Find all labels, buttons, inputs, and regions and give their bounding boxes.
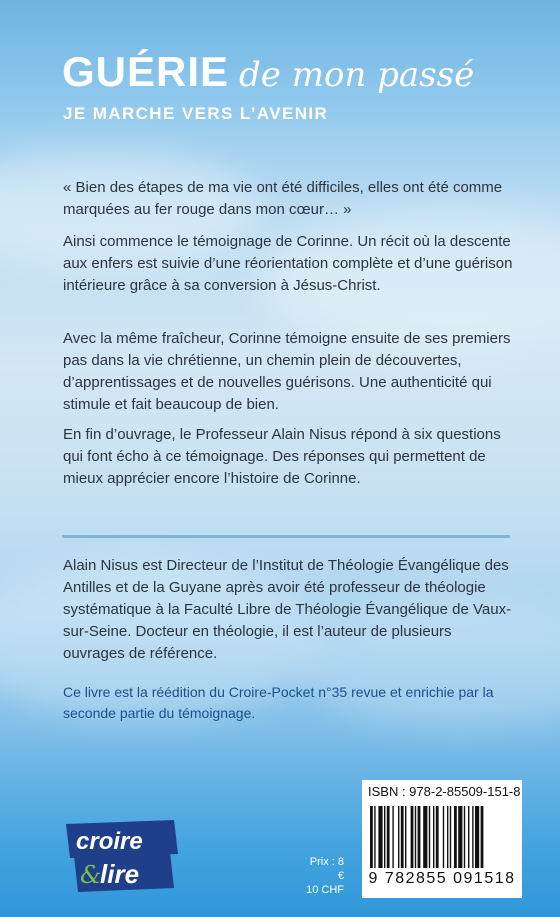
logo-line2: lire	[100, 859, 140, 889]
title-main: GUÉRIE	[62, 48, 230, 95]
croire-et-lire-logo	[62, 820, 182, 892]
title-script: de mon passé	[239, 55, 475, 95]
price-euro: Prix : 8 €	[309, 856, 344, 882]
barcode-image	[370, 806, 514, 868]
isbn-barcode-box	[362, 780, 522, 898]
blurb-paragraph-2: Ainsi commence le témoignage de Corinne. Un récit où la descente aux enfers est suivie d’une réorientation complète et d’une guérison intérieure grâce à sa conversion à Jésus-Christ.	[63, 233, 513, 294]
barcode-number: 9 782855 091518	[368, 870, 516, 887]
logo-ampersand: &	[80, 861, 102, 889]
edition-note: Ce livre est la réédition du Croire-Pocket n°35 revue et enrichie par la seconde partie du témoignage.	[63, 684, 494, 721]
blurb-paragraph-1: « Bien des étapes de ma vie ont été difficiles, elles ont été comme marquées au fer rouge dans mon cœur… »	[63, 179, 503, 218]
book-title	[62, 48, 474, 96]
book-subtitle: JE MARCHE VERS L’AVENIR	[63, 104, 329, 123]
author-bio: Alain Nisus est Directeur de l’Institut de Théologie Évangélique des Antilles et de la Guyane après avoir été professeur de théologie systématique à la Faculté Libre de Théologie Évangélique de Vaux-sur-Seine. Docteur en théologie, il est l’auteur de plusieurs ouvrages de référence.	[63, 557, 512, 662]
blurb-paragraph-4: En fin d’ouvrage, le Professeur Alain Nisus répond à six questions qui font écho à ce témoignage. Des réponses qui permettent de mieux apprécier encore l’histoire de Corinne.	[63, 426, 501, 487]
section-divider	[62, 535, 510, 538]
price-chf: 10 CHF	[306, 884, 344, 896]
logo-line1: croire	[76, 828, 143, 855]
price-block	[304, 855, 344, 897]
blurb-paragraph-3: Avec la même fraîcheur, Corinne témoigne ensuite de ses premiers pas dans la vie chrétienne, un chemin plein de découvertes, d’apprentissages et de nouvelles guérisons. Une authenticité qui stimule et fait beaucoup de bien.	[63, 330, 511, 413]
isbn-label: ISBN : 978-2-85509-151-8	[368, 784, 521, 799]
